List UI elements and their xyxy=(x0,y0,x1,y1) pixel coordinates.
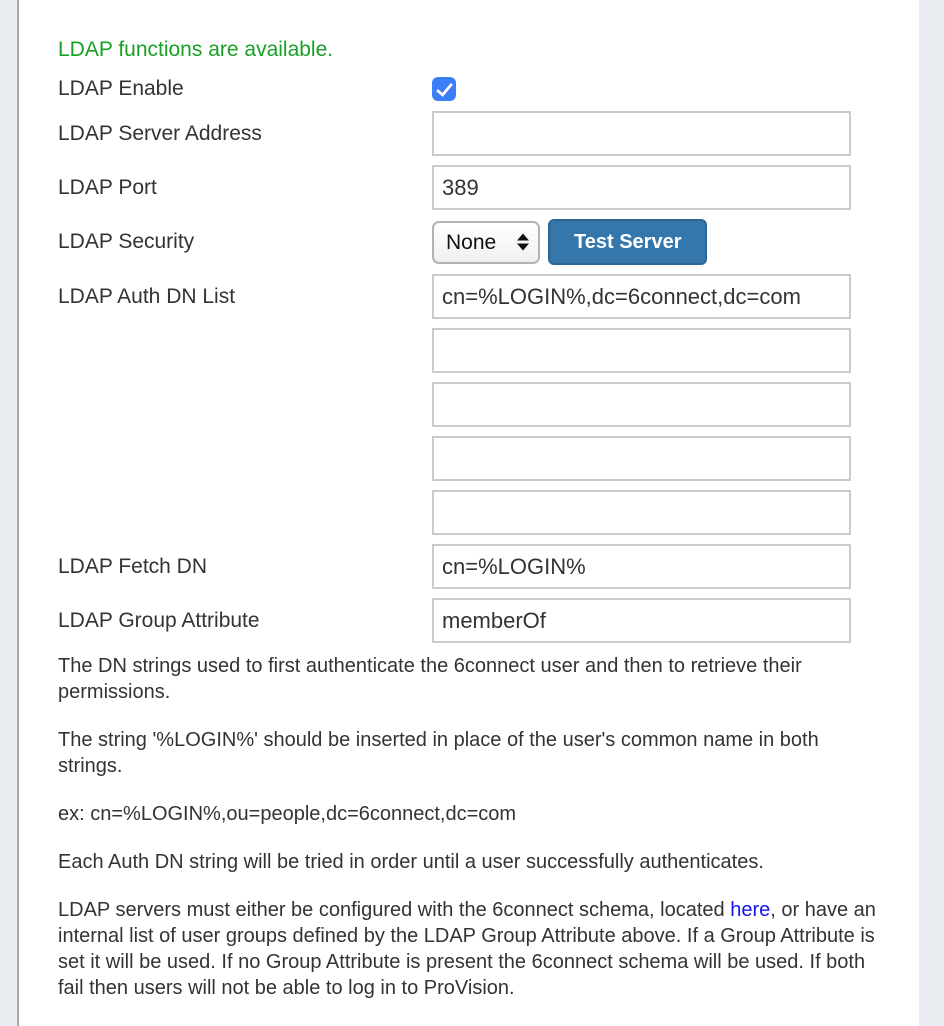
ldap-enable-label: LDAP Enable xyxy=(58,77,184,100)
ldap-fetch-dn-row xyxy=(58,544,919,589)
ldap-auth-dn-list xyxy=(432,274,851,535)
ldap-fetch-dn-label: LDAP Fetch DN xyxy=(58,554,207,578)
ldap-security-row xyxy=(58,219,919,265)
help-paragraph-auth-order: Each Auth DN string will be tried in order until a user successfully authenticates. xyxy=(58,851,764,873)
ldap-auth-dn-input-3[interactable] xyxy=(432,382,851,427)
ldap-auth-dn-input-5[interactable] xyxy=(432,490,851,535)
test-server-button[interactable]: Test Server xyxy=(548,219,707,265)
help-paragraph-login-token: The string '%LOGIN%' should be inserted in place of the user's common name in both strings. xyxy=(58,729,819,777)
ldap-settings-panel xyxy=(21,0,919,1026)
ldap-auth-dn-input-2[interactable] xyxy=(432,328,851,373)
ldap-port-label: LDAP Port xyxy=(58,175,157,199)
left-gutter xyxy=(0,0,19,1026)
ldap-help-text xyxy=(58,653,884,1001)
help-schema-text-before: LDAP servers must either be configured with the 6connect schema, located xyxy=(58,899,731,921)
ldap-group-attribute-label: LDAP Group Attribute xyxy=(58,608,260,632)
ldap-security-label: LDAP Security xyxy=(58,230,195,253)
ldap-group-attribute-row xyxy=(58,598,919,643)
ldap-enable-checkbox[interactable] xyxy=(432,77,456,101)
ldap-auth-dn-input-4[interactable] xyxy=(432,436,851,481)
ldap-status-message: LDAP functions are available. xyxy=(58,38,334,61)
help-schema-text-after: , or have an internal list of user groups defined by the LDAP Group Attribute above. If a Group Attribute is set it will be used. If no Group Attribute is present the 6connect schema will be used. If both fail then users will not be able to log in to ProVision. xyxy=(58,899,876,999)
ldap-enable-row xyxy=(58,77,919,101)
help-paragraph-schema xyxy=(58,897,884,1001)
help-paragraph-dn-strings: The DN strings used to first authenticate the 6connect user and then to retrieve their permissions. xyxy=(58,655,802,703)
ldap-fetch-dn-input[interactable] xyxy=(432,544,851,589)
ldap-security-select[interactable] xyxy=(432,221,540,264)
right-gutter xyxy=(919,0,944,1026)
ldap-server-address-label: LDAP Server Address xyxy=(58,121,262,145)
ldap-auth-dn-input-1[interactable] xyxy=(432,274,851,319)
ldap-group-attribute-input[interactable] xyxy=(432,598,851,643)
ldap-auth-dn-label: LDAP Auth DN List xyxy=(58,284,236,308)
ldap-port-input[interactable] xyxy=(432,165,851,210)
help-paragraph-example: ex: cn=%LOGIN%,ou=people,dc=6connect,dc=com xyxy=(58,803,517,825)
ldap-auth-dn-row xyxy=(58,274,919,535)
ldap-port-row xyxy=(58,165,919,210)
here-link[interactable]: here xyxy=(730,899,771,921)
ldap-server-address-row xyxy=(58,111,919,156)
ldap-security-select-wrap xyxy=(432,221,540,264)
ldap-server-address-input[interactable] xyxy=(432,111,851,156)
